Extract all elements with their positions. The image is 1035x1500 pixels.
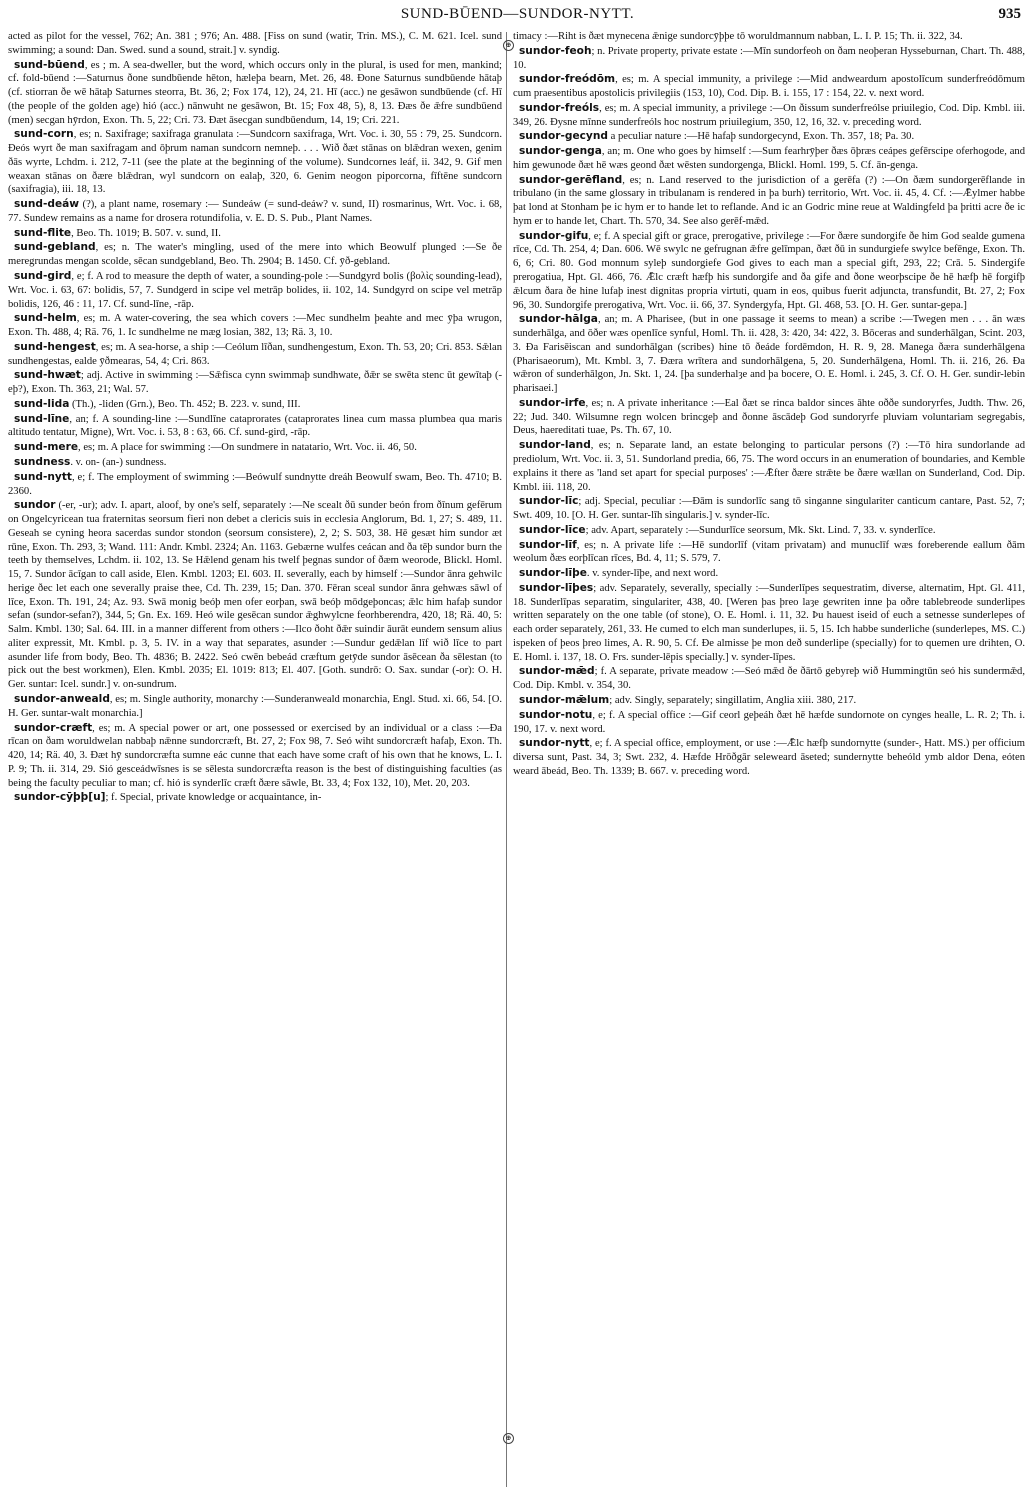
entry-definition: , es; m. A special immunity, a privilege :—Mid andweardum apostolīcum sunderfreódōmum cum praesentibus apostolicis privilegiis (153, 10), Cod. Dip. B. i. 155, 17 : 154, 22. v. next word. [513, 74, 1025, 100]
entry-definition: , e; f. A special office :—Gif ceorl geþeáh ðæt hē hæfde sundornote on cynges healle, L. R. 2; Th. i. 190, 17. v. next word. [513, 709, 1025, 735]
entry-definition: acted as pilot for the vessel, 762; An. 381 ; 976; An. 488. [Fiss on sund (watir, Trin. MS.), C. M. 621. Icel. sund swimming; a sound: Dan. Swed. sund a sound, strait.] v. syndig. [8, 31, 502, 56]
entry-definition: ; adj. Active in swimming :—Sǣfisca cynn swimmaþ sundhwate, ðǣr se swēta stenc ūt gewītaþ (-eþ?), Exon. Th. 363, 21; Wal. 57. [8, 370, 502, 396]
entry-definition: . v. synder-līþe, and next word. [586, 568, 719, 580]
ornament-bottom-icon: ⊕ [503, 1433, 514, 1444]
entry-headword: sundor-freódōm [519, 73, 616, 86]
dictionary-entry [513, 694, 1025, 708]
entry-headword: sundor-līþe [519, 567, 587, 580]
entry-definition: a peculiar nature :—Hē hafaþ sundorgecynd, Exon. Th. 357, 18; Pa. 30. [607, 131, 915, 143]
dictionary-entry [513, 102, 1025, 130]
dictionary-entry [8, 499, 502, 692]
entry-headword: sund-mere [14, 441, 79, 454]
dictionary-entry [513, 709, 1025, 737]
entry-definition: , es; n. Separate land, an estate belonging to particular persons (?) :—Tō hira sundorlande ad prediolum, Wrt. Voc. ii. 3, 51. Sundorland predia, 66, 75. The word occurs in an enumeration of boundaries, and Kemble explains it there as 'land set apart for special purposes' :—Ǣfter ðære strǣte be ðære wællan on Sunderland, Cod. Dip. Kmbl. iii. 118, 20. [513, 440, 1025, 493]
entry-headword: sund-gird [14, 270, 72, 283]
running-head: SUND-BŪEND—SUNDOR-NYTT. [400, 6, 635, 22]
entry-headword: sundor-feoh [519, 44, 592, 57]
right-column [513, 30, 1025, 1490]
entry-headword: sundor-mǣlum [519, 693, 610, 706]
left-column [8, 30, 502, 1490]
entry-headword: sund-līne [14, 412, 70, 425]
entry-definition: ; adv. Apart, separately :—Sundurlīce seorsum, Mk. Skt. Lind. 7, 33. v. synderlīce. [585, 524, 936, 536]
dictionary-entry [513, 130, 1025, 144]
ornament-top-icon: ⊕ [503, 40, 514, 51]
dictionary-entry [8, 227, 502, 241]
dictionary-entry [8, 198, 502, 226]
dictionary-entry [8, 456, 502, 470]
page-number: 935 [998, 6, 1021, 22]
dictionary-entry [513, 174, 1025, 229]
entry-headword: sundor-freóls [519, 101, 600, 114]
entry-definition: , e; f. The employment of swimming :—Beówulf sundnytte dreáh Beowulf swam, Beo. Th. 4710; B. 2360. [8, 471, 502, 497]
dictionary-entry [513, 665, 1025, 693]
entry-definition: , es; m. A place for swimming :—On sundmere in natatario, Wrt. Voc. ii. 46, 50. [78, 442, 417, 454]
entry-headword: sund-būend [14, 58, 85, 71]
entry-headword: sundor-irfe [519, 396, 586, 409]
entry-definition: , es; n. Land reserved to the jurisdiction of a gerēfa (?) :—On ðæm sundorgerēflande in tribulano (in the same glossary in tribulanam is rendered in þa burh) territorio, Wrt. Voc. ii. 45, 4. Cf. :—Ǣylmer habbe þat lond at Stonham þe ic hym er to hande let to reflande. And ic an Godric mine reue at Waldingfeld þa þritti acre ðe ic hym er to hande let, Chart. Th. 570, 34. See also gerēf-mǣd. [513, 174, 1025, 227]
entry-definition: (Th.), -liden (Grn.), Beo. Th. 452; B. 223. v. sund, III. [69, 398, 301, 410]
entry-headword: sundor-gifu [519, 229, 589, 242]
entry-definition: , es; m. A water-covering, the sea which covers :—Mec sundhelm þeahte and mec ȳþa wrugon, Exon. Th. 488, 4; Rä. 76, 1. Ic sundhelme ne mæg losian, 382, 13; Rä. 3, 10. [8, 313, 502, 339]
entry-definition: , e; f. A special gift or grace, prerogative, privilege :—For ðære sundorgife ðe him God sealde gumena rīce, Cd. Th. 254, 4; Dan. 606. Wē swylc ne gefrugnan ǣfre gelīmpan, ðæt ðū in sundurgiefe swylce befēnge, Exon. Th. 6, 6; Cri. 80. God monnum syleþ sundorgiefe God gives to each man a special gift, 293, 22; Crā. 5. Sindergife prerogatiua, Hpt. Gl. 466, 76. Ǣlc cræft hæfþ his sundorgife and ða gife and ðone weorþscipe ðe hē hæfþ hē forgifþ ǣlcum ðara ðe hine lufaþ inest dignitas propria virtuti, quam in eos, quibus fuerit adjuncta, transfundit, Bt. 27, 2; Fox 96, 30. Sundorgife prerogativa, Wrt. Voc. ii. 66, 37. Syndergyfa, Hpt. Gl. 468, 53. [O. H. Ger. suntar-gepa.] [513, 230, 1025, 311]
entry-definition: , e; f. A rod to measure the depth of water, a sounding-pole :—Sundgyrd bolis (βολὶς sounding-lead), Wrt. Voc. i. 63, 67: bolidis, 57, 7. Sundgerd in scipe vel metrāp bolides, ii. 102, 14. Sundgyrd on scipe vel metrāp bolidis, 126, 46 : 11, 17. Cf. sund-līne, -rāp. [8, 271, 502, 310]
entry-definition: , an; m. A Pharisee, (but in one passage it seems to mean) a scribe :—Twegen men . . . ān wæs sunderhālga, and ōðer wæs openlīce synful, Homl. Th. ii. 428, 3: 420, 34: 422, 3. Bōceras and sunderhālgan, Scint. 203, 3. Ða Farisēiscan and sundorhālgan (scribes) hine tō ðeáde fordēmdon, H. R. 9, 28. Manega ðæra sunderhālgena (Pharisaeorum), Mt. Kmbl. 3, 7. Ðæra wrītera and sundorhālgena, 5, 20. Sunderhālgena, Homl. Th. ii. 216, 26. Ða wǣron of sunderhālgon, Jn. Skt. 1, 24. [þa sunderhalȝe and þa bocere, O. E. Homl. i. 245, 3. Cf. O. H. Ger. sundir-lebin pharisaei.] [513, 314, 1025, 395]
dictionary-entry [513, 397, 1025, 438]
entry-headword: sundor-genga [519, 145, 602, 158]
entry-definition: , e; f. A special office, employment, or use :—Ǣlc hæfþ sundornytte (sunder-, Hatt. MS.) per officium diversa sunt, Past. 34, 3; Swt. 232, 4. Hæfde Hrōðgār seleweard āseted; sundernytte beheóld ymb aldor Dena, eóten weard ābeád, Beo. Th. 1339; B. 667. v. preceding word. [513, 738, 1025, 777]
dictionary-entry [8, 441, 502, 455]
entry-headword: sund-nytt [14, 470, 72, 483]
entry-headword: sundor-hālga [519, 313, 598, 326]
dictionary-entry [8, 369, 502, 397]
dictionary-entry [8, 722, 502, 791]
dictionary-entry [513, 313, 1025, 396]
entry-definition: , an; m. One who goes by himself :—Sum fearhrȳþer ðæs ōþræs ceápes gefērscipe oferhogode, and him gewunode ðæt hē wæs geond ðæt wēsten sundorgenga, Blickl. Homl. 199, 5. Cf. ān-genga. [513, 146, 1025, 171]
entry-definition: , es; n. A private inheritance :—Eal ðæt se rinca baldor sinces āhte oððe sundoryrfes, Judth. Thw. 26, 22; Jud. 340. Wilsumne regn wolcen brincgeþ and ðonne āscādeþ God sundoryrfe pluviam voluntariam segregabis, Deus, haereditati tuae, Ps. Th. 67, 10. [513, 397, 1025, 437]
entry-headword: sund-hengest [14, 340, 96, 353]
entry-headword: sundness [14, 455, 71, 468]
entry-headword: sundor-līf [519, 538, 577, 551]
entry-continuation [8, 30, 502, 58]
entry-definition: (-er, -ur); adv. I. apart, aloof, by one's self, separately :—Ne scealt ðū sunder beón from ðīnum gefērum on Ongelcyricean tua fraternitas seorsum fieri non debet a clericis suis in ecclesia Anglorum, Bd. 1, 27; S. 489, 11. Geseah se cyning heora sacerdas sundor stondon (seorsum consistere), 2, 2; S. 503, 38. Hē gesæt him sundor æt rūne, Exon. Th. 293, 3; Wand. 111: Andr. Kmbl. 2324; An. 1163. Gebærne wulfes ceácan and ða tēþ sundor burn the teeth by themselves, Lchdm. ii. 102, 13. Se Hǣlend genam his twelf þegnas sundor of ðæm weorode, Blickl. Homl. 15, 7. Sundor ācīgan to call aside, Elen. Kmbl. 1203; El. 603. II. severally, each by himself :—Sundor ānra gehwilc herige ðec let each one severally praise thee, Cd. Th. 239, 15; Dan. 370. Fēran sceal sundor ānra gehwæs sāwl of līce, Exon. Th. 191, 24; Az. 93. Swā monig beóþ men ofer eorþan, swā beóþ mōdgeþoncas; ǣlc him hafaþ sundor sefan (sundor-sefan?), 344, 5; Gn. Ex. 169. Heó wile gesēcan sundor ǣghwylcne feorhberendra, 420, 18; Rä. 40, 5: Salm. Kmbl. 130; Sal. 64. III. in a manner different from others :—Ilco ðoht ðǣr suindir āurāt eundem sensum alius aliter expressit, Mt. Kmbl. p. 3, 5. IV. in a way that separates, asunder :—Sundur gedǣlan līf wið līce to part asunder life from body, Beo. Th. 4836; B. 2422. Seó cwēn bebeád cræftum getȳde sundor āsēcean ða sēlestan (to pick out the best workmen), Elen. Kmbl. 2035; El. 1019: 813; El. 407. [Goth. sundrō: O. Sax. sundar (-or): O. H. Ger. suntar: Icel. sundr.] v. on-sundrum. [8, 500, 502, 691]
dictionary-entry [513, 230, 1025, 313]
dictionary-entry [513, 539, 1025, 567]
entry-definition: , an; f. A sounding-line :—Sundlīne cataprorates (cataprorates linea cum massa plumbea qua maris altitudo tentatur, Migne), Wrt. Voc. i. 53, 8 : 63, 66. Cf. sund-gird, -rāp. [8, 413, 502, 439]
dictionary-entry [8, 413, 502, 441]
entry-definition: , es; n. Saxifrage; saxifraga granulata :—Sundcorn saxifraga, Wrt. Voc. i. 30, 55 : 79, 25. Sundcorn. Ðeós wyrt ðe man saxifragam and ōþrum naman sundcorn nemneþ. . . . Wið ðæt stānas on blǣdran wexen, genim ðās wyrte, Lchdm. i. 212, 7-11 (see the plate at the beginning of the volume). Sundcornes leáf, ii. 342, 9. Gif men weaxan stānas on ðære blǣdran, wyl sundcorn on ealaþ, 320, 6. Genim neogon piporcorna, fīftēne sundcorn (saxifragia), iii. 18, 13. [8, 129, 502, 196]
entry-headword: sund-corn [14, 128, 74, 141]
dictionary-entry [8, 341, 502, 369]
entry-definition: , es; n. A private life :—Hē sundorlīf (vitam privatam) and munuclīf wæs foreberende eallum ðām weolum ðæs eorþlīcan rīces, Bd. 4, 11; S. 579, 7. [513, 539, 1025, 565]
entry-definition: , es ; m. A sea-dweller, but the word, which occurs only in the plural, is used for men, mankind; cf. fold-būend :—Saturnus ðone sundbūende hēton, hæleþa bearn, Met. 26, 48. Ðone Saturnus sundbūende hātaþ (cf. stiorran ðe wē hātaþ Saturnes steorra, Bt. 36, 2; Fox 174, 12), 24, 21. Hī (acc.) ne gesāwon sundbūende (cf. Hī (the people of the golden age) hió (acc.) nānwuht ne gesāwon, Bt. 15; Fox 48, 5), 8, 13. Ðæs ðe ǣfre sundbūend (men) secgan hȳrdon, Exon. Th. 5, 22; Cri. 73. Ðæt āsecgan sundbūendum, 14, 19; Cri. 221. [8, 59, 502, 126]
entry-definition: , es; m. A sea-horse, a ship :—Ceólum līðan, sundhengestum, Exon. Th. 53, 20; Cri. 853. Sǣlan sundhengestas, ealde ȳðmearas, 54, 4; Cri. 863. [8, 341, 502, 367]
entry-definition: ; f. Special, private knowledge or acquaintance, in- [105, 792, 322, 804]
page-header [0, 6, 1035, 28]
entry-definition: timacy :—Riht is ðæt mynecena ǣnige sundorcȳþþe tō woruldmannum nabban, L. I. P. 15; Th. ii. 322, 34. [513, 31, 963, 42]
entry-headword: sund-flite [14, 226, 72, 239]
entry-headword: sundor-land [519, 439, 591, 452]
dictionary-entry [513, 45, 1025, 73]
entry-headword: sund-lida [14, 397, 70, 410]
entry-headword: sundor-cræft [14, 721, 93, 734]
entry-headword: sund-hwæt [14, 369, 81, 382]
dictionary-entry [8, 398, 502, 412]
entry-definition: (?), a plant name, rosemary :— Sundeáw (= sund-deáw? v. sund, II) rosmarinus, Wrt. Voc. i. 68, 77. Sundew remains as a name for drosera rotundifolia, v. E. D. S. Pub., Plant Names. [8, 199, 502, 224]
entry-definition: , es; m. A special power or art, one possessed or exercised by an individual or a class :—Ða rīcan on ðam woruldwelan nabbaþ nǣnne sundorcræft, Bt. 27, 2; Fox 98, 7. Seó wiht sundorcræft hafaþ, Exon. Th. 420, 14; Rä. 40, 3. Ðæt hȳ sundorcræfta sumne eác cunne that each have some craft of his own that he knows, L. I. P. 9; Th. ii. 314, 29. Sió gesceádwīsnes is se sēlesta sundorcræfta reason is the best of distinguishing faculties (as being the faculty peculiar to man; cf. hió is synderlīc cræft ðære sāwle, Bt. 33, 4; Fox 132, 10), Met. 20, 203. [8, 722, 502, 789]
dictionary-entry [513, 582, 1025, 665]
entry-headword: sundor-notu [519, 708, 593, 721]
dictionary-entry [8, 312, 502, 340]
dictionary-entry [513, 567, 1025, 581]
entry-definition: ; adv. Singly, separately; singillatim, Anglia xiii. 380, 217. [609, 694, 857, 706]
dictionary-entry [8, 128, 502, 197]
dictionary-entry [8, 791, 502, 805]
entry-headword: sundor-gerēfland [519, 173, 623, 186]
entry-headword: sund-gebland [14, 241, 96, 254]
dictionary-entry [513, 439, 1025, 494]
entry-continuation [513, 30, 1025, 44]
dictionary-entry [513, 737, 1025, 778]
entry-definition: ; f. A separate, private meadow :—Seó mǣd ðe ðārtō gebyreþ wið Hummingtūn seó his sundermǣd, Cod. Dip. Kmbl. v. 354, 30. [513, 666, 1025, 692]
entry-headword: sundor-līc [519, 495, 579, 508]
entry-headword: sundor-nytt [519, 737, 590, 750]
dictionary-entry [8, 241, 502, 269]
dictionary-entry [513, 495, 1025, 523]
entry-definition: , Beo. Th. 1019; B. 507. v. sund, II. [71, 227, 221, 239]
column-divider [506, 32, 507, 1487]
dictionary-entry [513, 73, 1025, 101]
entry-headword: sund-helm [14, 312, 77, 325]
dictionary-entry [513, 145, 1025, 173]
entry-headword: sundor-līce [519, 523, 586, 536]
dictionary-entry [513, 524, 1025, 538]
entry-headword: sundor-anweald [14, 692, 110, 705]
dictionary-entry [8, 270, 502, 311]
entry-definition: , es; n. The water's mingling, used of the mere into which Beowulf plunged :—Se ðe meregrundas mengan scolde, sēcan sundgebland, Beo. Th. 2904; B. 1450. Cf. ȳð-gebland. [8, 242, 502, 268]
entry-definition: , es; m. A special immunity, a privilege :—On ðissum sunderfreólse priuilegio, Cod. Dip. Kmbl. iii. 349, 26. Ðysne mīnne sunderfreóls hoc nostrum priuilegium, 350, 12, 16, 32. v. preceding word. [513, 102, 1025, 128]
entry-definition: . v. on- (an-) sundness. [70, 456, 167, 468]
entry-headword: sundor-līþes [519, 581, 594, 594]
entry-definition: ; adv. Separately, severally, specially :—Sunderlīpes sequestratim, diverse, alternatim, Hpt. Gl. 411, 18. Sunderlīpas separatim, singulariter, 438, 40. [Weren þas þreo laȝe gewriten inne þa oðre tablebreode sunderlipes written separately on the one table (of stone), O. E. Homl. i. 11, 32. Þu hauest iseid of euch a setnesse sunderlepes of each order separately, 261, 33. He cumed to elch man sunderlupes, ii. 5, 15. Ich habbe sunderliche (sunderlepes, MS. C.) ispeken of þeos þreo limes, A. R. 90, 5. Cf. Ðe almisse þe mon deð sunderlipe (specially) for to quemen ure drihten, O. E. Homl. i. 137, 18. O. Frs. sunder-lēpis specially.] v. synder-līpes. [513, 582, 1025, 663]
entry-headword: sundor-mǣd [519, 665, 595, 678]
entry-headword: sundor-gecynd [519, 130, 608, 143]
dictionary-entry [8, 59, 502, 128]
entry-headword: sund-deáw [14, 198, 80, 211]
entry-headword: sundor-cȳþþ[u] [14, 791, 106, 804]
dictionary-entry [8, 693, 502, 721]
entry-definition: ; adj. Special, peculiar :—Ðām is sundorlīc sang tō singanne singulariter canticum cantare, Past. 52, 7; Swt. 409, 10. [O. H. Ger. suntar-līh singularis.] v. synder-līc. [513, 496, 1025, 522]
entry-definition: , es; m. Single authority, monarchy :—Sunderanweald monarchia, Engl. Stud. xi. 66, 54. [O. H. Ger. suntar-walt monarchia.] [8, 693, 502, 719]
entry-definition: ; n. Private property, private estate :—Mīn sundorfeoh on ðam neoþeran Hysseburnan, Chart. Th. 488, 10. [513, 45, 1025, 71]
dictionary-entry [8, 471, 502, 499]
entry-headword: sundor [14, 499, 56, 512]
